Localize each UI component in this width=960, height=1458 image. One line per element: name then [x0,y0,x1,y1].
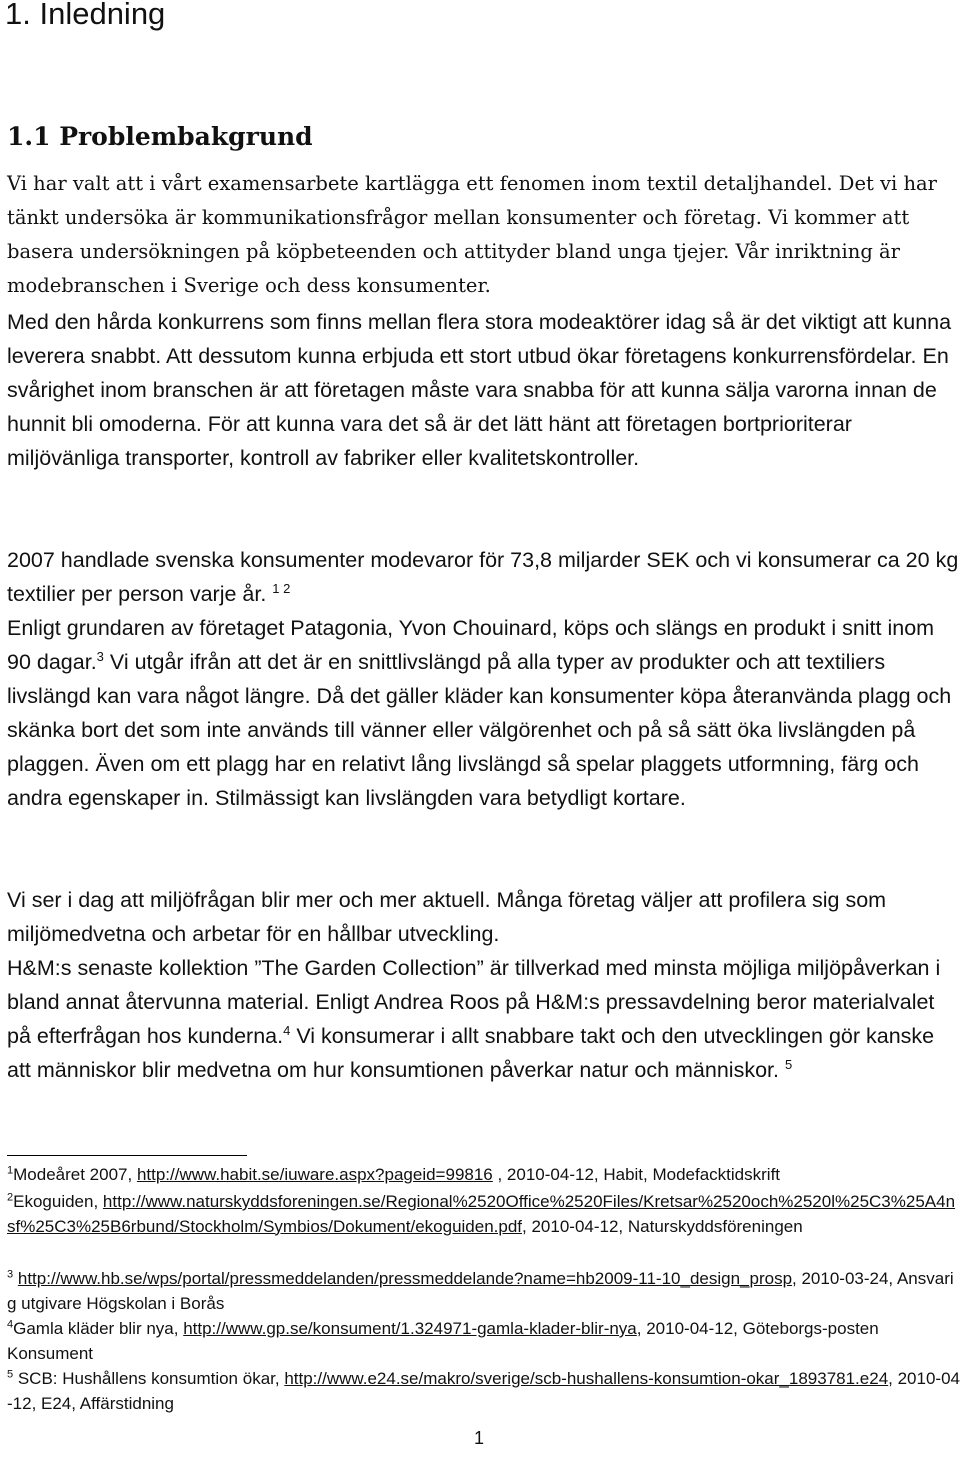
paragraph-lifespan-text-a: Enligt grundaren av företaget Patagonia, Yvon Chouinard, köps och slängs en produkt i snitt inom 90 dagar. [7,616,935,674]
paragraph-product-lifespan [7,611,960,815]
paragraph-hm-text-a: H&M:s senaste kollektion ”The Garden Collection” är tillverkad med minsta möjliga miljöpåverkan i bland annat återvunna material. Enligt Andrea Roos på H&M:s pressavdelning beror materialvalet på efterfrågan hos kunderna. [7,956,941,1048]
footnote-link[interactable]: http://www.gp.se/konsument/1.324971-gamla-klader-blir-nya [183,1319,637,1338]
footnote-link[interactable]: http://www.hb.se/wps/portal/pressmeddelanden/pressmeddelande?name=hb2009-11-10_design_prosp [17,1269,793,1288]
footnote-text: Modeåret 2007, [13,1165,137,1184]
section-heading: 1.1 Problembakgrund [7,122,313,151]
footnote-ref-4[interactable]: 4 [283,1022,291,1038]
footnote-number: 4 [7,1318,14,1331]
footnote-link[interactable]: http://www.naturskyddsforeningen.se/Regional%2520Office%2520Files/Kretsar%2520och%2520l%25C3%25A4nsf%25C3%25B6rbund/Stockholm/Symbios/Dokument/ekoguiden.pdf [7,1192,956,1236]
footnote-ref-3[interactable]: 3 [96,648,104,664]
footnote-3 [7,1267,960,1316]
footnote-text: , 2010-03-24, Ansvarig utgivare Högskolan i Borås [7,1269,954,1313]
footnote-text: Ekoguiden, [13,1192,103,1211]
footnote-number: 3 [7,1268,14,1281]
footnote-ref-5[interactable]: 5 [784,1056,793,1072]
footnote-separator [7,1155,247,1156]
footnote-2 [7,1190,960,1239]
footnote-4 [7,1317,960,1366]
footnote-text: , 2010-04-12, Naturskyddsföreningen [522,1216,803,1236]
footnote-1 [7,1163,960,1188]
footnote-link[interactable]: http://www.e24.se/makro/sverige/scb-hushallens-konsumtion-okar_1893781.e24 [284,1369,889,1388]
paragraph-lifespan-text-b: Vi utgår ifrån att det är en snittlivslängd på alla typer av produkter och att textiliers livslängd kan vara något längre. Då det gäller kläder kan konsumenter köpa återanvända plagg och skänka bort det som inte används till vänner eller välgörenhet och på så sätt öka livslängden på plaggen. Även om ett plagg har en relativt lång livslängd så spelar plaggets utformning, färg och andra egenskaper in. Stilmässigt kan livslängden vara betydligt kortare. [7,650,952,810]
footnote-text: , 2010-04-12, E24, Affärstidning [7,1369,960,1413]
paragraph-environment: Vi ser i dag att miljöfrågan blir mer och mer aktuell. Många företag väljer att profilera sig som miljömedvetna och arbetar för en hållbar utveckling. [7,888,887,946]
paragraph-intro: Vi har valt att i vårt examensarbete kartlägga ett fenomen inom textil detaljhandel. Det vi har tänkt undersöka är kommunikationsfrågor mellan konsumenter och företag. Vi kommer att basera undersökningen på köpbeteenden och attityder bland unga tjejer. Vår inriktning är modebranschen i Sverige och dess konsumenter. [7,172,937,297]
footnote-text: , 2010-04-12, Habit, Modefacktidskrift [492,1165,781,1184]
paragraph-hm-collection [7,951,960,1087]
chapter-heading: 1. Inledning [5,0,166,31]
paragraph-consumption-text: 2007 handlade svenska konsumenter modevaror för 73,8 miljarder SEK och vi konsumerar ca 20 kg textilier per person varje år. [7,548,959,606]
footnote-text: , 2010-04-12, Göteborgs-posten Konsument [7,1319,879,1363]
footnote-number: 1 [7,1164,14,1177]
paragraph-hm-text-b: Vi konsumerar i allt snabbare takt och den utvecklingen gör kanske att människor blir medvetna om hur konsumtionen påverkar natur och människor. [7,1024,935,1082]
paragraph-consumption-stats [7,543,960,611]
footnote-link[interactable]: http://www.habit.se/iuware.aspx?pageid=99816 [136,1165,493,1184]
footnote-ref-1-2[interactable]: 1 2 [272,580,291,596]
footnote-text: Gamla kläder blir nya, [13,1319,184,1338]
footnote-5 [7,1367,960,1416]
page-number: 1 [474,1428,485,1448]
footnote-number: 2 [7,1191,14,1204]
footnote-text: SCB: Hushållens konsumtion ökar, [13,1369,285,1388]
paragraph-competition: Med den hårda konkurrens som finns mellan flera stora modeaktörer idag så är det viktigt att kunna leverera snabbt. Att dessutom kunna erbjuda ett stort utbud ökar företagens konkurrensfördelar. En svårighet inom branschen är att företagen måste vara snabba för att kunna sälja varorna innan de hunnit bli omoderna. För att kunna vara det så är det lätt hänt att företagen bortprioriterar miljövänliga transporter, kontroll av fabriker eller kvalitetskontroller. [7,310,952,470]
footnote-number: 5 [7,1368,14,1381]
